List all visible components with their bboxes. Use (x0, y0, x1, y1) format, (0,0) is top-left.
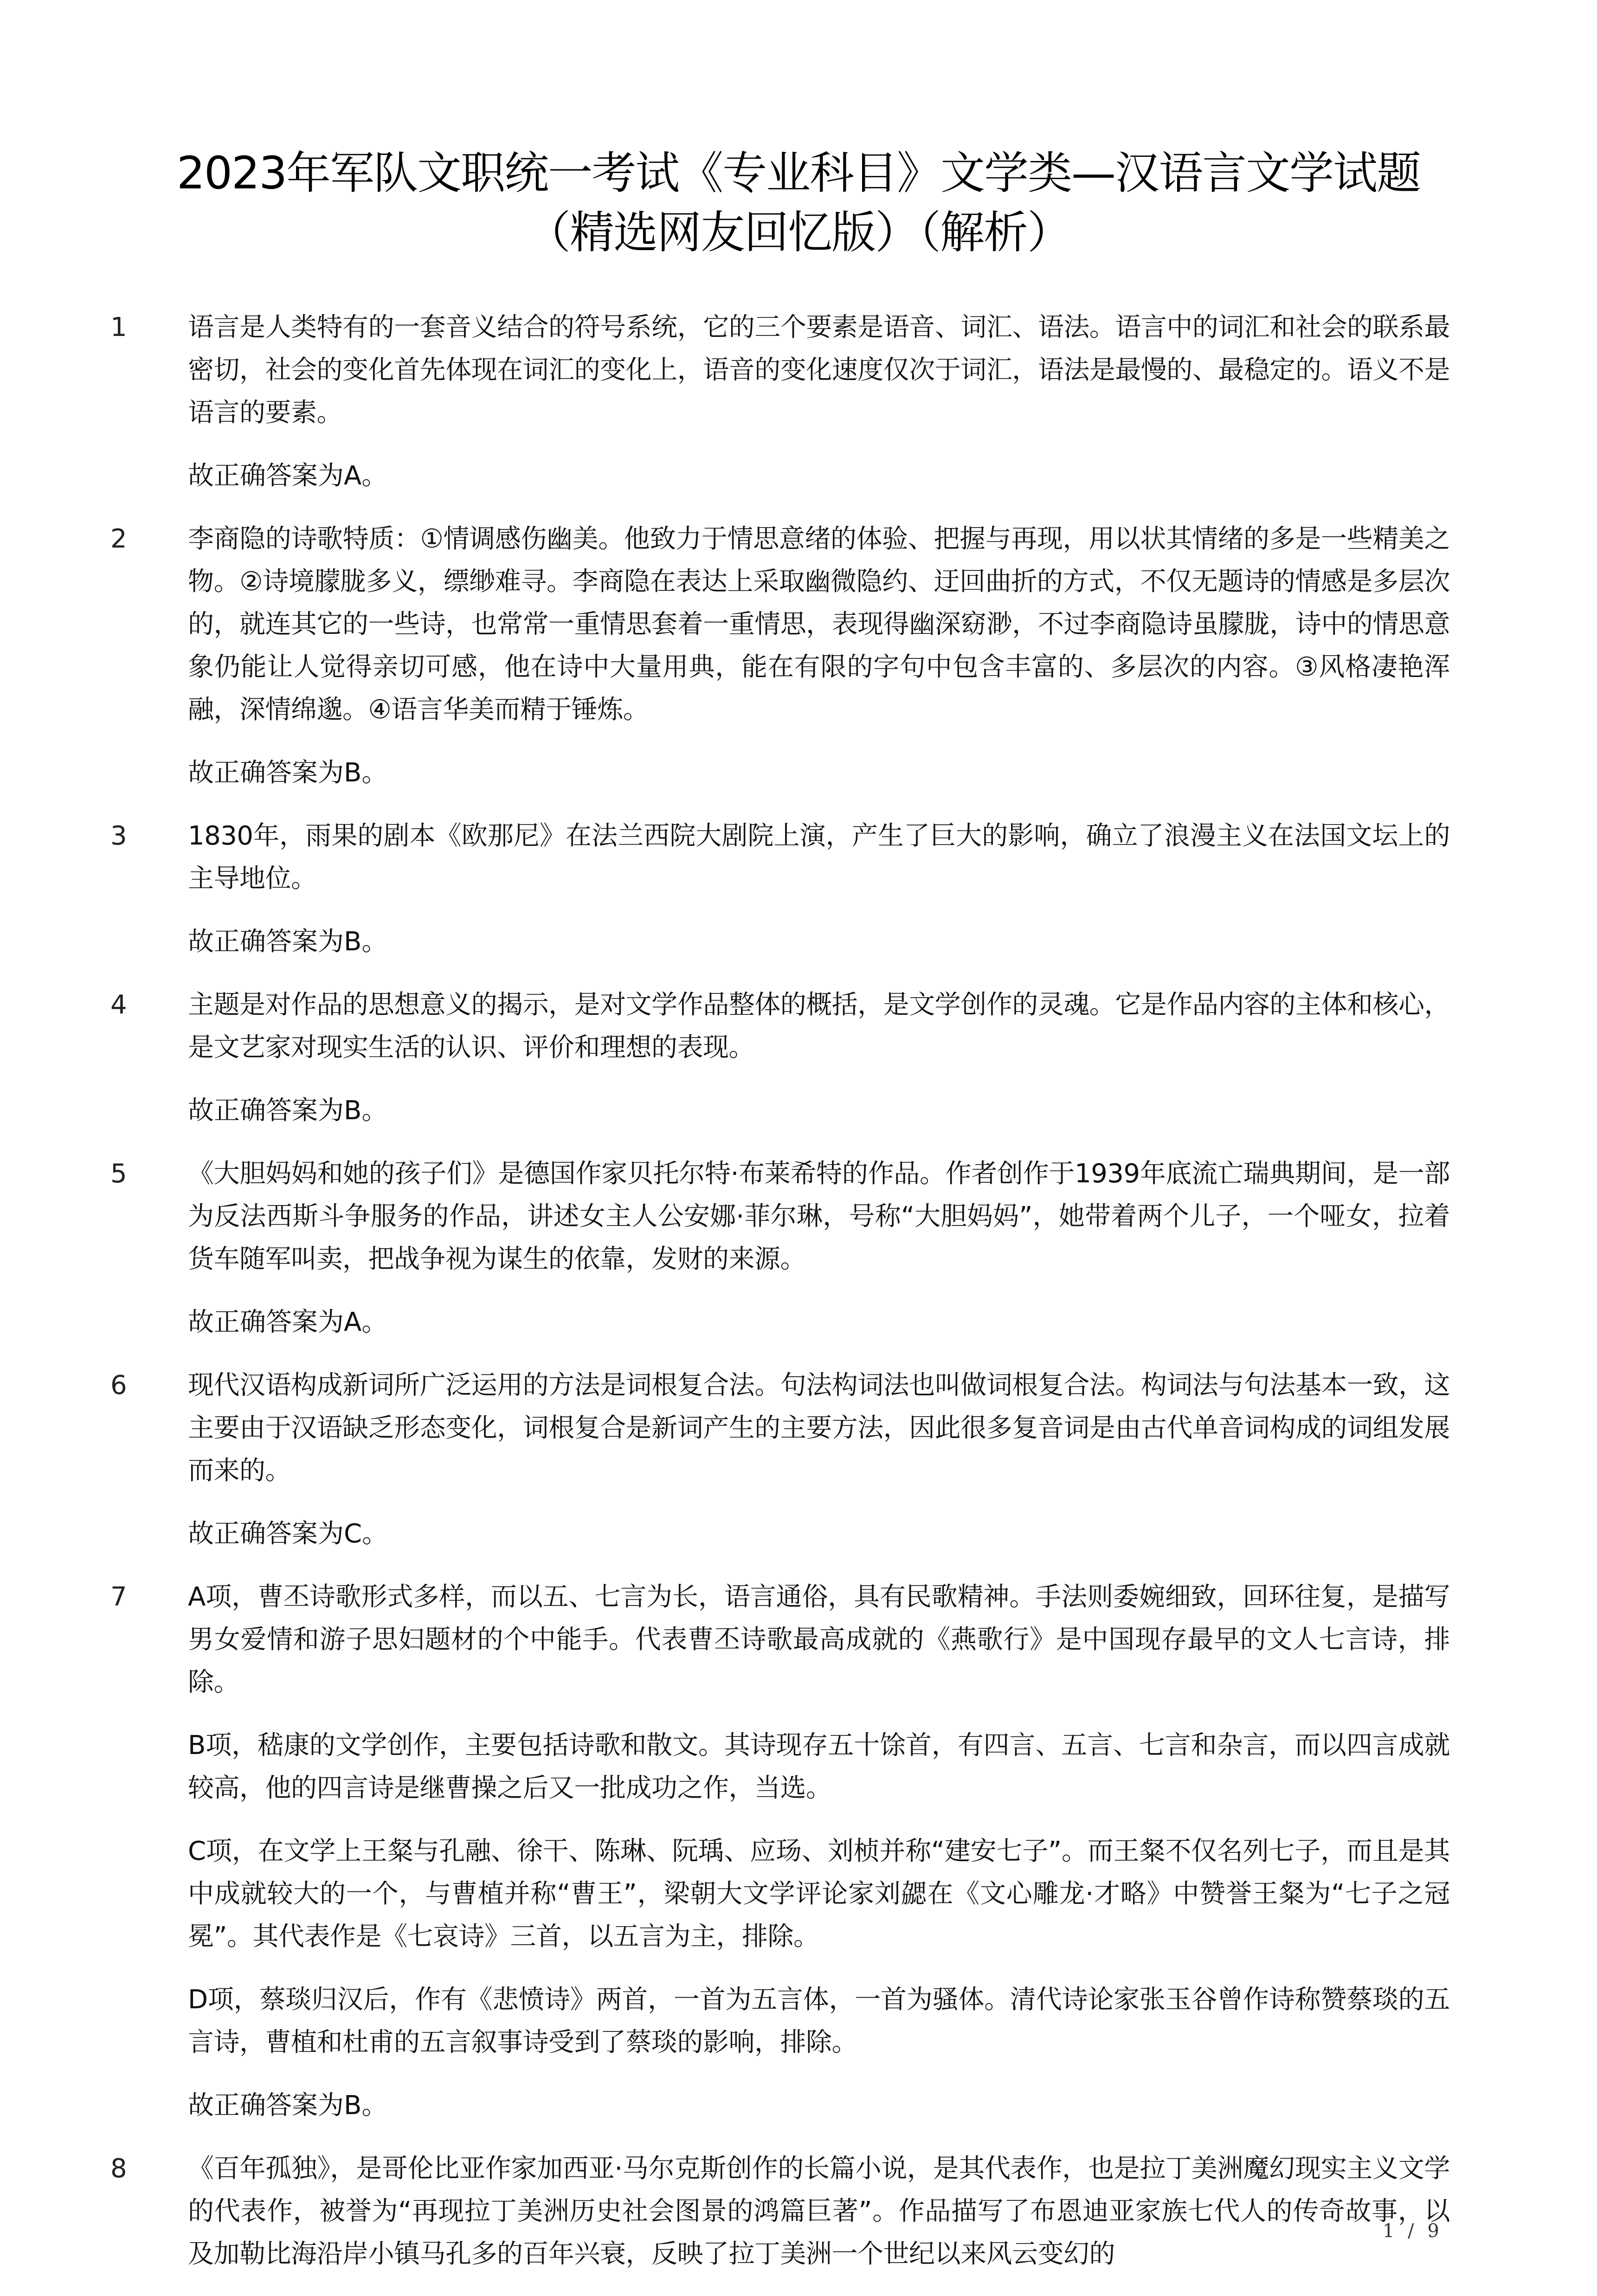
answer-line: 故正确答案为B。 (188, 927, 388, 957)
question-explanation (188, 815, 1450, 963)
question-explanation (188, 1153, 1450, 1344)
question-item (0, 2148, 1597, 2276)
explanation-paragraph: 《百年孤独》，是哥伦比亚作家加西亚·马尔克斯创作的长篇小说，是其代表作，也是拉丁美洲魔幻现实主义文学的代表作，被誉为“再现拉丁美洲历史社会图景的鸿篇巨著”。作品描写了布恩迪亚家族七代人的传奇故事，以及加勒比海沿岸小镇马孔多的百年兴衰，反映了拉丁美洲一个世纪以来风云变幻的 (188, 2154, 1450, 2269)
explanation-paragraph: 《大胆妈妈和她的孩子们》是德国作家贝托尔特·布莱希特的作品。作者创作于1939年底流亡瑞典期间，是一部为反法西斯斗争服务的作品，讲述女主人公安娜·菲尔琳，号称“大胆妈妈”，她带着两个儿子，一个哑女，拉着货车随军叫卖，把战争视为谋生的依靠，发财的来源。 (188, 1159, 1450, 1274)
answer-line: 故正确答案为B。 (188, 758, 388, 788)
option-b-explanation: B项，嵇康的文学创作，主要包括诗歌和散文。其诗现存五十馀首，有四言、五言、七言和杂言，而以四言成就较高，他的四言诗是继曹操之后又一批成功之作，当选。 (188, 1730, 1450, 1803)
answer-line: 故正确答案为B。 (188, 1096, 388, 1126)
question-number: 1 (110, 312, 127, 342)
answer-line: 故正确答案为A。 (188, 1307, 388, 1337)
explanation-paragraph: 李商隐的诗歌特质：①情调感伤幽美。他致力于情思意绪的体验、把握与再现，用以状其情绪的多是一些精美之物。②诗境朦胧多义，缥缈难寻。李商隐在表达上采取幽微隐约、迂回曲折的方式，不仅无题诗的情感是多层次的，就连其它的一些诗，也常常一重情思套着一重情思，表现得幽深窈渺，不过李商隐诗虽朦胧，诗中的情思意象仍能让人觉得亲切可感，他在诗中大量用典，能在有限的字句中包含丰富的、多层次的内容。③风格凄艳浑融，深情绵邈。④语言华美而精于锤炼。 (188, 524, 1450, 725)
question-explanation (188, 984, 1450, 1132)
title-line-2: （精选网友回忆版）（解析） (526, 206, 1071, 259)
explanation-paragraph: 语言是人类特有的一套音义结合的符号系统，它的三个要素是语音、词汇、语法。语言中的词汇和社会的联系最密切，社会的变化首先体现在词汇的变化上，语音的变化速度仅次于词汇，语法是最慢的、最稳定的。语义不是语言的要素。 (188, 312, 1450, 428)
document-title (0, 143, 1597, 262)
question-number: 7 (110, 1582, 127, 1612)
answer-line: 故正确答案为C。 (188, 1519, 388, 1549)
question-explanation (188, 2148, 1450, 2276)
question-item (0, 1153, 1597, 1344)
question-number: 2 (110, 524, 127, 554)
explanation-paragraph: 现代汉语构成新词所广泛运用的方法是词根复合法。句法构词法也叫做词根复合法。构词法与句法基本一致，这主要由于汉语缺乏形态变化，词根复合是新词产生的主要方法，因此很多复音词是由古代单音词构成的词组发展而来的。 (188, 1370, 1450, 1486)
question-number: 3 (110, 821, 127, 851)
question-number: 6 (110, 1370, 127, 1400)
option-d-explanation: D项，蔡琰归汉后，作有《悲愤诗》两首，一首为五言体，一首为骚体。清代诗论家张玉谷曾作诗称赞蔡琰的五言诗，曹植和杜甫的五言叙事诗受到了蔡琰的影响，排除。 (188, 1985, 1450, 2057)
question-item (0, 815, 1597, 963)
title-line-1: 2023年军队文职统一考试《专业科目》文学类—汉语言文学试题 (176, 147, 1421, 200)
answer-line: 故正确答案为A。 (188, 461, 388, 491)
question-item (0, 1576, 1597, 2127)
explanation-paragraph: 主题是对作品的思想意义的揭示，是对文学作品整体的概括，是文学创作的灵魂。它是作品内容的主体和核心，是文艺家对现实生活的认识、评价和理想的表现。 (188, 990, 1450, 1063)
question-explanation (188, 518, 1450, 794)
question-list (0, 306, 1597, 2296)
page-number-indicator: 1 / 9 (1383, 2220, 1443, 2242)
question-item (0, 306, 1597, 497)
question-item (0, 518, 1597, 794)
question-number: 8 (110, 2154, 127, 2184)
option-c-explanation: C项，在文学上王粲与孔融、徐干、陈琳、阮瑀、应玚、刘桢并称“建安七子”。而王粲不仅名列七子，而且是其中成就较大的一个，与曹植并称“曹王”，梁朝大文学评论家刘勰在《文心雕龙·才略》中赞誉王粲为“七子之冠冕”。其代表作是《七哀诗》三首，以五言为主，排除。 (188, 1836, 1450, 1952)
question-item (0, 1364, 1597, 1555)
question-explanation (188, 306, 1450, 497)
question-item (0, 984, 1597, 1132)
option-a-explanation: A项，曹丕诗歌形式多样，而以五、七言为长，语言通俗，具有民歌精神。手法则委婉细致，回环往复，是描写男女爱情和游子思妇题材的个中能手。代表曹丕诗歌最高成就的《燕歌行》是中国现存最早的文人七言诗，排除。 (188, 1582, 1450, 1697)
question-explanation (188, 1364, 1450, 1555)
question-number: 4 (110, 990, 127, 1020)
question-explanation (188, 1576, 1450, 2127)
answer-line: 故正确答案为B。 (188, 2090, 388, 2121)
question-number: 5 (110, 1159, 127, 1189)
explanation-paragraph: 1830年，雨果的剧本《欧那尼》在法兰西院大剧院上演，产生了巨大的影响，确立了浪漫主义在法国文坛上的主导地位。 (188, 821, 1450, 894)
